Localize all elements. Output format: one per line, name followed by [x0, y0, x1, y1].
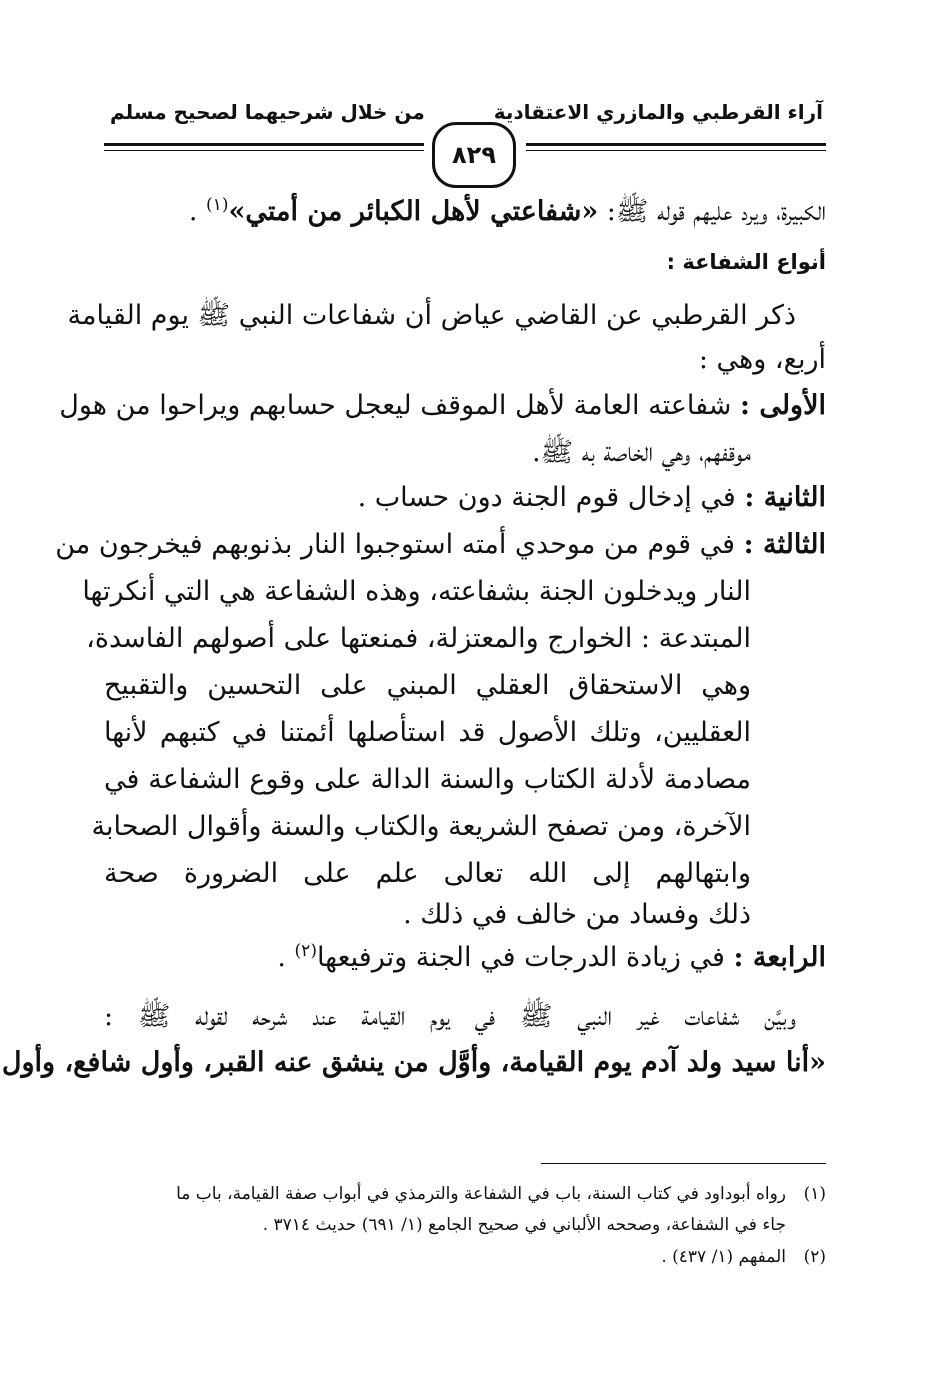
closing-line-1: وبيَّن شفاعات غير النبي ﷺ في يوم القيامة عند شرحه لقوله ﷺ : — [104, 1001, 796, 1032]
first-item-line-2: موقفهم، وهي الخاصة به ﷺ. — [531, 437, 751, 468]
line1-text: الكبيرة، ويرد عليهم قوله ﷺ: — [598, 196, 826, 227]
fourth-item-line — [277, 938, 826, 978]
footnote-1-text: رواه أبوداود في كتاب السنة، باب في الشفاعة والترمذي في أبواب صفة القيامة، باب ما — [176, 1184, 786, 1204]
header-rule-thick-right — [526, 143, 826, 146]
third-item-line-4: وهي الاستحقاق العقلي المبني على التحسين والتقبيح — [104, 670, 751, 701]
footnote-1-number: (١) — [803, 1184, 826, 1204]
third-item-label: الثالثة : — [743, 529, 826, 560]
closing-line-2: «أنا سيد ولد آدم يوم القيامة، وأوَّل من ينشق عنه القبر، وأول شافع، وأول — [1, 1047, 826, 1078]
footnote-2-number: (٢) — [803, 1247, 826, 1267]
second-item-label: الثانية : — [744, 482, 826, 513]
section-heading: أنواع الشفاعة : — [666, 250, 826, 274]
second-item-text: في إدخال قوم الجنة دون حساب . — [357, 482, 745, 513]
third-item-line-6: مصادمة لأدلة الكتاب والسنة الدالة على وقوع الشفاعة في — [104, 764, 751, 795]
second-item-line — [358, 478, 826, 518]
footnote-2-line — [104, 1243, 826, 1271]
third-item-line-2: النار ويدخلون الجنة بشفاعته، وهذه الشفاعة هي التي أنكرتها — [82, 576, 751, 607]
hadith-quote: «شفاعتي لأهل الكبائر من أمتي» — [228, 196, 599, 227]
intro-line-2: أربع، وهي : — [698, 344, 826, 375]
body-line-1 — [189, 192, 826, 232]
first-item-text: شفاعته العامة لأهل الموقف ليعجل حسابهم ويراحوا من هول — [59, 390, 740, 421]
footnote-ref-2: (٢) — [294, 941, 317, 961]
footnote-ref-1: (١) — [206, 195, 229, 215]
line1-end: . — [188, 196, 207, 227]
header-book-title: آراء القرطبي والمازري الاعتقادية — [493, 100, 823, 124]
page-number-badge — [432, 122, 516, 188]
footnote-1-line-1 — [104, 1180, 826, 1208]
third-item-line-7: الآخرة، ومن تصفح الشريعة والكتاب والسنة وأقوال الصحابة — [91, 811, 751, 842]
header-rule-thick-left — [104, 143, 424, 146]
third-item-text: في قوم من موحدي أمته استوجبوا النار بذنوبهم فيخرجون من — [55, 529, 744, 560]
first-item-label: الأولى : — [739, 390, 826, 421]
third-item-line-1 — [55, 525, 826, 565]
page-number: ٨٢٩ — [452, 141, 496, 169]
footnote-separator — [541, 1163, 826, 1164]
header-book-subtitle: من خلال شرحيهما لصحيح مسلم — [110, 100, 425, 124]
third-item-line-9: ذلك وفساد من خالف في ذلك . — [403, 899, 751, 930]
intro-line-1: ذكر القرطبي عن القاضي عياض أن شفاعات النبي ﷺ يوم القيامة — [67, 300, 796, 331]
third-item-line-8: وابتهالهم إلى الله تعالى علم على الضرورة صحة — [104, 858, 751, 889]
header-rule-thin-left — [104, 150, 424, 151]
fourth-item-text: في زيادة الدرجات في الجنة وترفيعها — [316, 942, 734, 973]
footnote-1-line-2: جاء في الشفاعة، وصححه الألباني في صحيح الجامع (١/ ٦٩١) حديث ٣٧١٤ . — [262, 1215, 786, 1235]
third-item-line-5: العقليين، وتلك الأصول قد استأصلها أئمتنا في كتبهم لأنها — [104, 717, 751, 748]
first-item-line-1 — [59, 386, 826, 426]
fourth-item-label: الرابعة : — [733, 942, 826, 973]
header-rule-thin-right — [526, 150, 826, 151]
fourth-item-end: . — [277, 942, 295, 973]
footnote-2-text: المفهم (١/ ٤٣٧) . — [661, 1247, 786, 1267]
third-item-line-3: المبتدعة : الخوارج والمعتزلة، فمنعتها على أصولهم الفاسدة، — [86, 623, 751, 654]
